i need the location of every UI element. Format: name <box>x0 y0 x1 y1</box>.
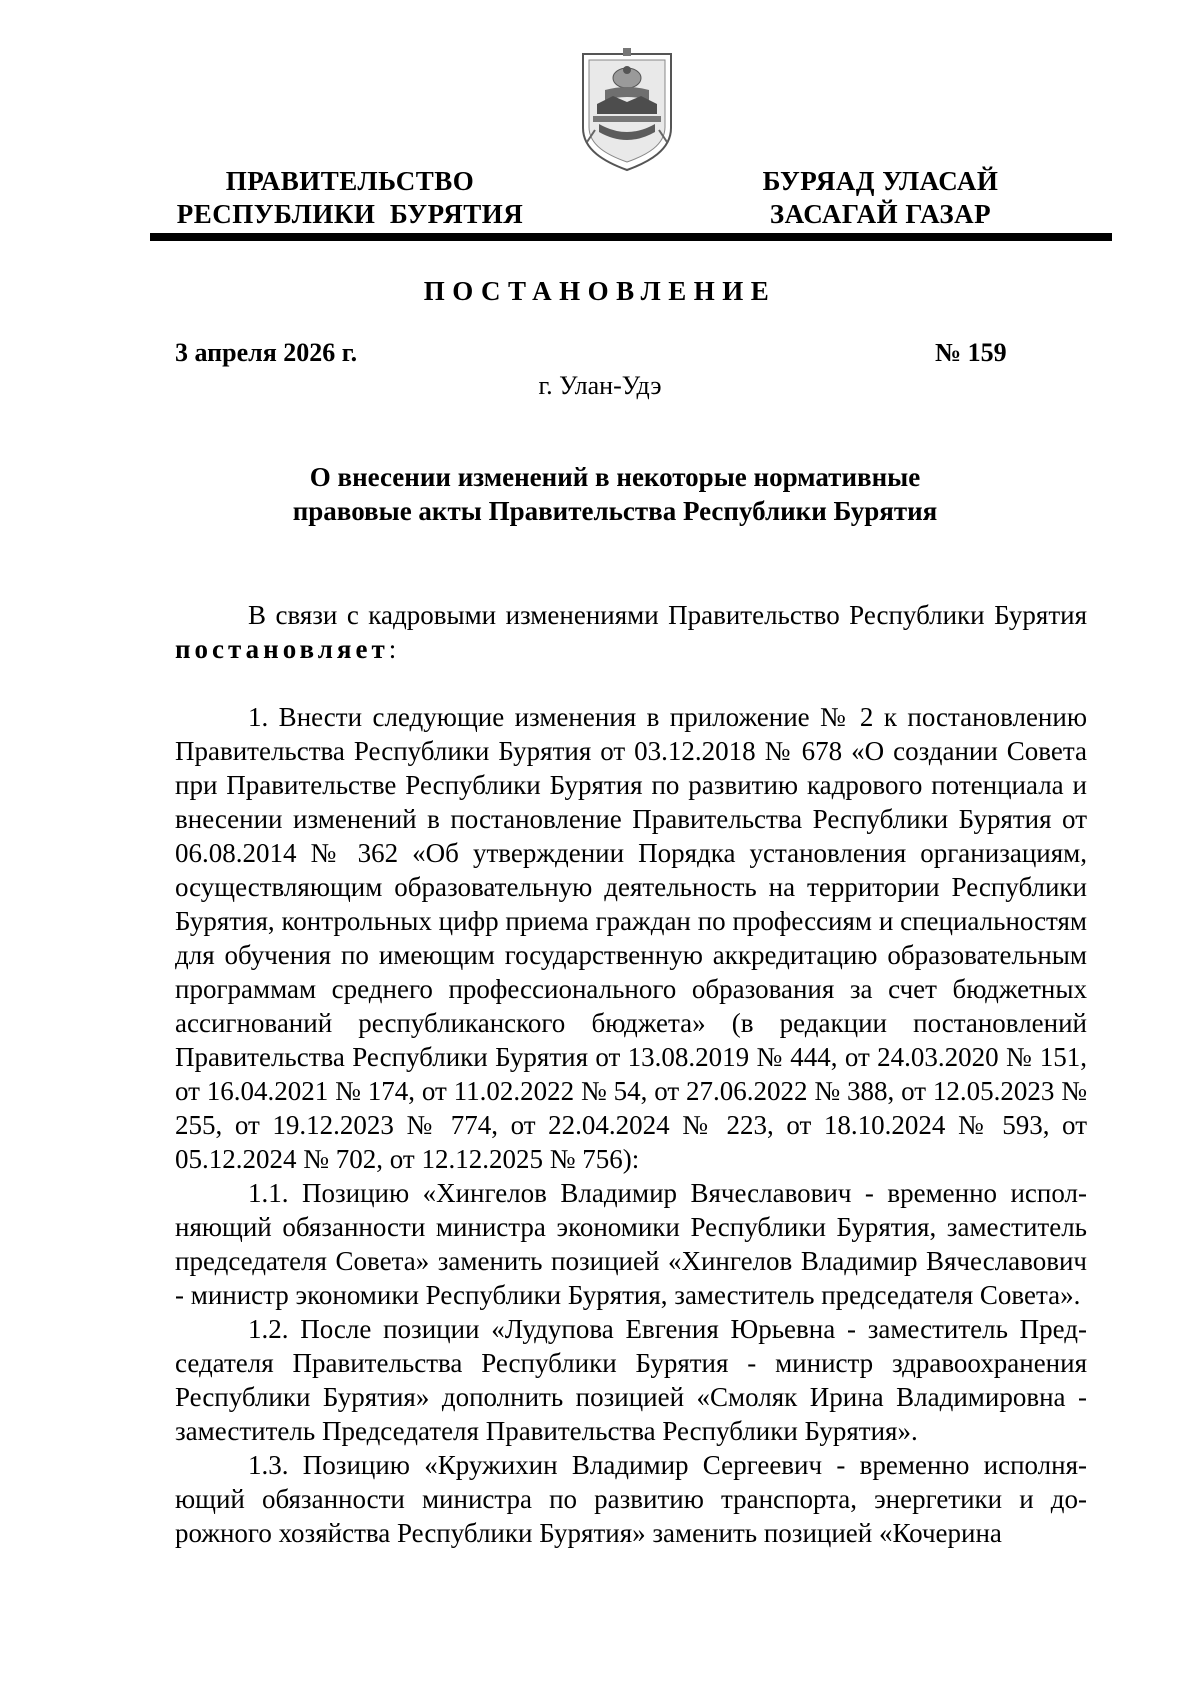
document-date: 3 апреля 2026 г. <box>175 338 358 367</box>
clause-1-2: 1.2. После позиции «Лудупова Евгения Юрьевна - заместитель Председателя Правительства Республики Бурятия - министр здравоохранения Республики Бурятия» дополнить позицией «Смоляк Ирина Владимировна - заместитель Председателя Правительства Республики Бурятия». <box>175 1314 1087 1446</box>
issuer-line-2: РЕСПУБЛИКИ БУРЯТИЯ <box>176 199 524 229</box>
issuer-buryat-line-1: БУРЯАД УЛАСАЙ <box>762 166 999 196</box>
issuer-name-buryat <box>723 165 1038 231</box>
document-title <box>250 460 980 528</box>
preamble-paragraph <box>175 598 1087 666</box>
preamble-text: В связи с кадровыми изменениями Правительство Республики Бурятия <box>248 600 1087 630</box>
title-line-1: О внесении изменений в некоторые нормативные <box>309 462 921 492</box>
document-city: г. Улан-Удэ <box>538 371 662 400</box>
clause-1-1: 1.1. Позицию «Хингелов Владимир Вячеславович - временно исполняющий обязанности министра экономики Республики Бурятия, заместитель председателя Совета» заменить позицией «Хингелов Владимир Вячеславович - министр экономики Республики Бурятия, заместитель председателя Совета». <box>175 1178 1087 1310</box>
clause-1: 1. Внести следующие изменения в приложение № 2 к постановлению Правительства Республики Бурятия от 03.12.2018 № 678 «О создании Совета при Правительстве Республики Бурятия по развитию кадрового потенциала и внесении изменений в постановление Правительства Республики Бурятия от 06.08.2014 № 362 «Об утверждении Порядка установления организациям, осуществляющим образовательную деятельность на территории Республики Бурятия, контрольных цифр приема граждан по профессиям и специальностям для обучения по имеющим государственную аккредитацию образовательным программам среднего профессионального образования за счет бюджетных ассигнований республиканского бюджета» (в редакции постановлений Правительства Республики Бурятия от 13.08.2019 № 444, от 24.03.2020 № 151, от 16.04.2021 № 174, от 11.02.2022 № 54, от 27.06.2022 № 388, от 12.05.2023 № 255, от 19.12.2023 № 774, от 22.04.2024 № 223, от 18.10.2024 № 593, от 05.12.2024 № 702, от 12.12.2025 № 756): <box>175 702 1087 1174</box>
issuer-buryat-line-2: ЗАСАГАЙ ГАЗАР <box>769 199 992 229</box>
header-divider <box>150 233 1112 241</box>
document-body <box>175 598 1087 1550</box>
issuer-name-russian <box>140 165 560 231</box>
decree-word: постановляет <box>175 634 389 664</box>
document-number: № 159 <box>935 338 1007 367</box>
issuer-line-1: ПРАВИТЕЛЬСТВО <box>225 166 475 196</box>
document-type: ПОСТАНОВЛЕНИЕ <box>423 276 777 306</box>
preamble-colon: : <box>388 634 397 664</box>
title-line-2: правовые акты Правительства Республики Бурятия <box>292 496 938 526</box>
clause-1-3: 1.3. Позицию «Кружихин Владимир Сергеевич - временно исполняющий обязанности министра по развитию транспорта, энергетики и дорожного хозяйства Республики Бурятия» заменить позицией «Кочерина <box>175 1450 1087 1548</box>
coat-of-arms-icon <box>577 44 677 172</box>
